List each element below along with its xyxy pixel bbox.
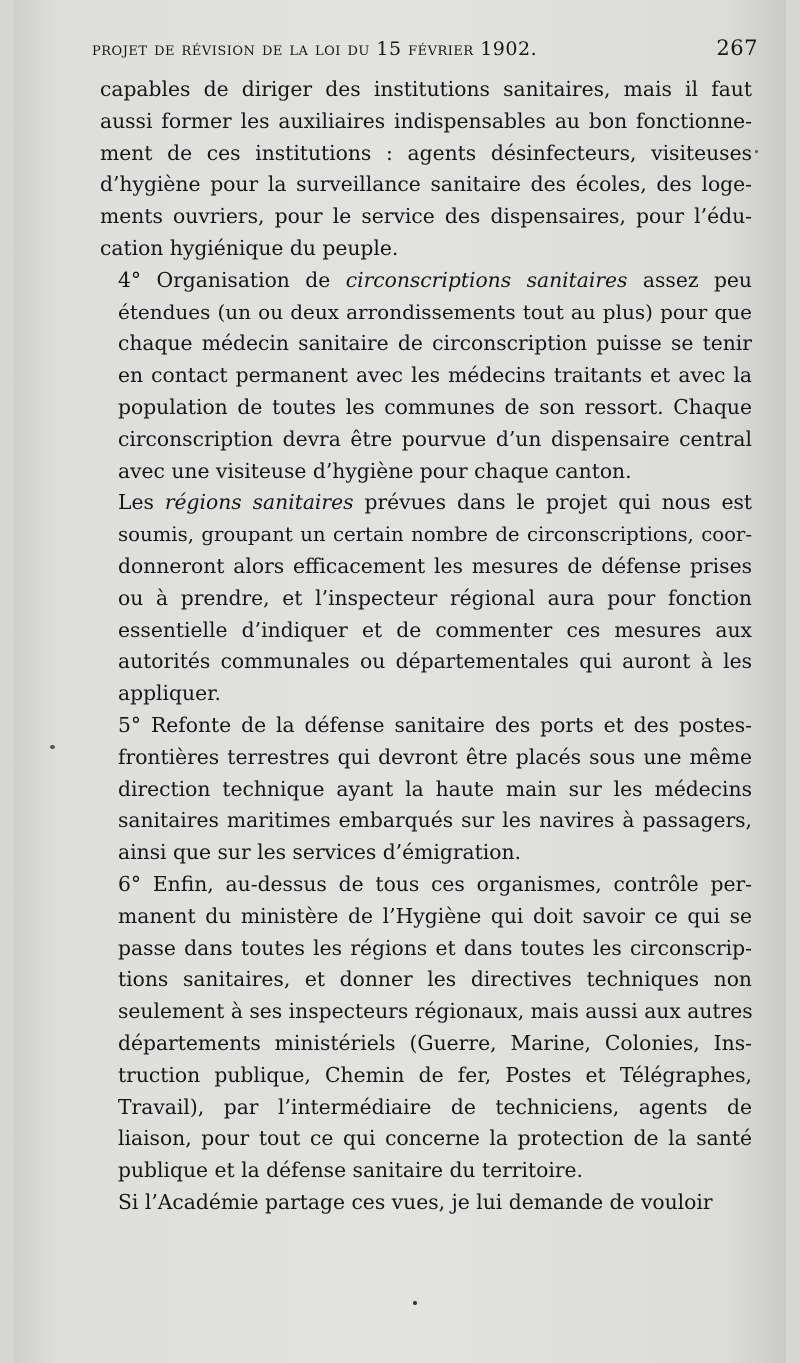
text-line: publique et la défense sanitaire du territoire. — [118, 1158, 583, 1183]
text-line: circonscription devra être pourvue d’un dispensaire central — [118, 426, 752, 451]
text-line: seulement à ses inspecteurs régionaux, mais aussi aux autres — [118, 999, 753, 1024]
text-line: appliquer. — [118, 681, 221, 706]
paragraph-item-5 — [100, 710, 752, 869]
emphasized-term: circonscriptions sanitaires — [345, 267, 628, 292]
print-speck — [50, 745, 55, 749]
text-line: autorités communales ou départementales qui auront à les — [118, 649, 752, 674]
text-line: passe dans toutes les régions et dans toutes les circonscrip- — [118, 935, 752, 960]
text-line: sanitaires maritimes embarqués sur les navires à passagers, — [118, 808, 752, 833]
text-line: d’hygiène pour la surveillance sanitaire des écoles, des loge- — [100, 172, 752, 197]
text-line: essentielle d’indiquer et de commenter ces mesures aux — [118, 617, 752, 642]
text-line: manent du ministère de l’Hygiène qui doit savoir ce qui se — [118, 903, 752, 928]
paragraph-continuation — [100, 74, 752, 265]
paragraph-item-4 — [100, 265, 752, 488]
text-line: ments ouvriers, pour le service des dispensaires, pour l’édu- — [100, 204, 752, 229]
print-speck — [755, 150, 758, 153]
running-head-title: projet de révision de la loi du 15 février 1902. — [92, 38, 538, 60]
text-line: en contact permanent avec les médecins traitants et avec la — [118, 363, 752, 388]
text-line: Travail), par l’intermédiaire de techniciens, agents de — [118, 1094, 752, 1119]
text-line: 5° Refonte de la défense sanitaire des ports et des postes- — [118, 712, 752, 737]
emphasized-term: régions sanitaires — [164, 490, 354, 515]
text-line: Si l’Académie partage ces vues, je lui demande de vouloir — [118, 1189, 713, 1214]
running-head — [92, 36, 758, 66]
text-line: ou à prendre, et l’inspecteur régional aura pour fonction — [118, 585, 752, 610]
text-line: départements ministériels (Guerre, Marine, Colonies, Ins- — [118, 1030, 752, 1055]
text-line: 4° Organisation de circonscriptions sanitaires assez peu — [118, 267, 752, 292]
text-line: cation hygiénique du peuple. — [100, 235, 399, 260]
text-line: étendues (un ou deux arrondissements tout au plus) pour que — [118, 299, 752, 324]
text-line: population de toutes les communes de son ressort. Chaque — [118, 394, 752, 419]
text-line: 6° Enfin, au-dessus de tous ces organismes, contrôle per- — [118, 871, 752, 896]
paragraph-regions — [100, 487, 752, 710]
text-line: donneront alors efficacement les mesures de défense prises — [118, 553, 752, 578]
text-line: truction publique, Chemin de fer, Postes et Télégraphes, — [118, 1062, 752, 1087]
text-line: chaque médecin sanitaire de circonscription puisse se tenir — [118, 331, 752, 356]
text-line: aussi former les auxiliaires indispensables au bon fonctionne- — [100, 108, 752, 133]
text-line: soumis, groupant un certain nombre de circonscriptions, coor- — [118, 523, 752, 547]
book-page — [14, 0, 786, 1363]
text-line: liaison, pour tout ce qui concerne la protection de la santé — [118, 1126, 752, 1151]
text-line: tions sanitaires, et donner les directives techniques non — [118, 967, 752, 992]
text-line: direction technique ayant la haute main sur les médecins — [118, 776, 752, 801]
text-line: ainsi que sur les services d’émigration. — [118, 840, 521, 865]
text-line: Les régions sanitaires prévues dans le projet qui nous est — [118, 490, 753, 515]
paragraph-item-6 — [100, 869, 752, 1187]
text-line: ment de ces institutions : agents désinfecteurs, visiteuses — [100, 140, 752, 165]
text-line: capables de diriger des institutions sanitaires, mais il faut — [100, 77, 752, 101]
page-number: 267 — [716, 36, 758, 60]
page-body — [100, 74, 752, 1219]
paragraph-closing — [100, 1187, 752, 1219]
print-speck — [413, 1301, 417, 1305]
text-line: frontières terrestres qui devront être placés sous une même — [118, 744, 752, 769]
text-line: avec une visiteuse d’hygiène pour chaque canton. — [118, 458, 632, 483]
